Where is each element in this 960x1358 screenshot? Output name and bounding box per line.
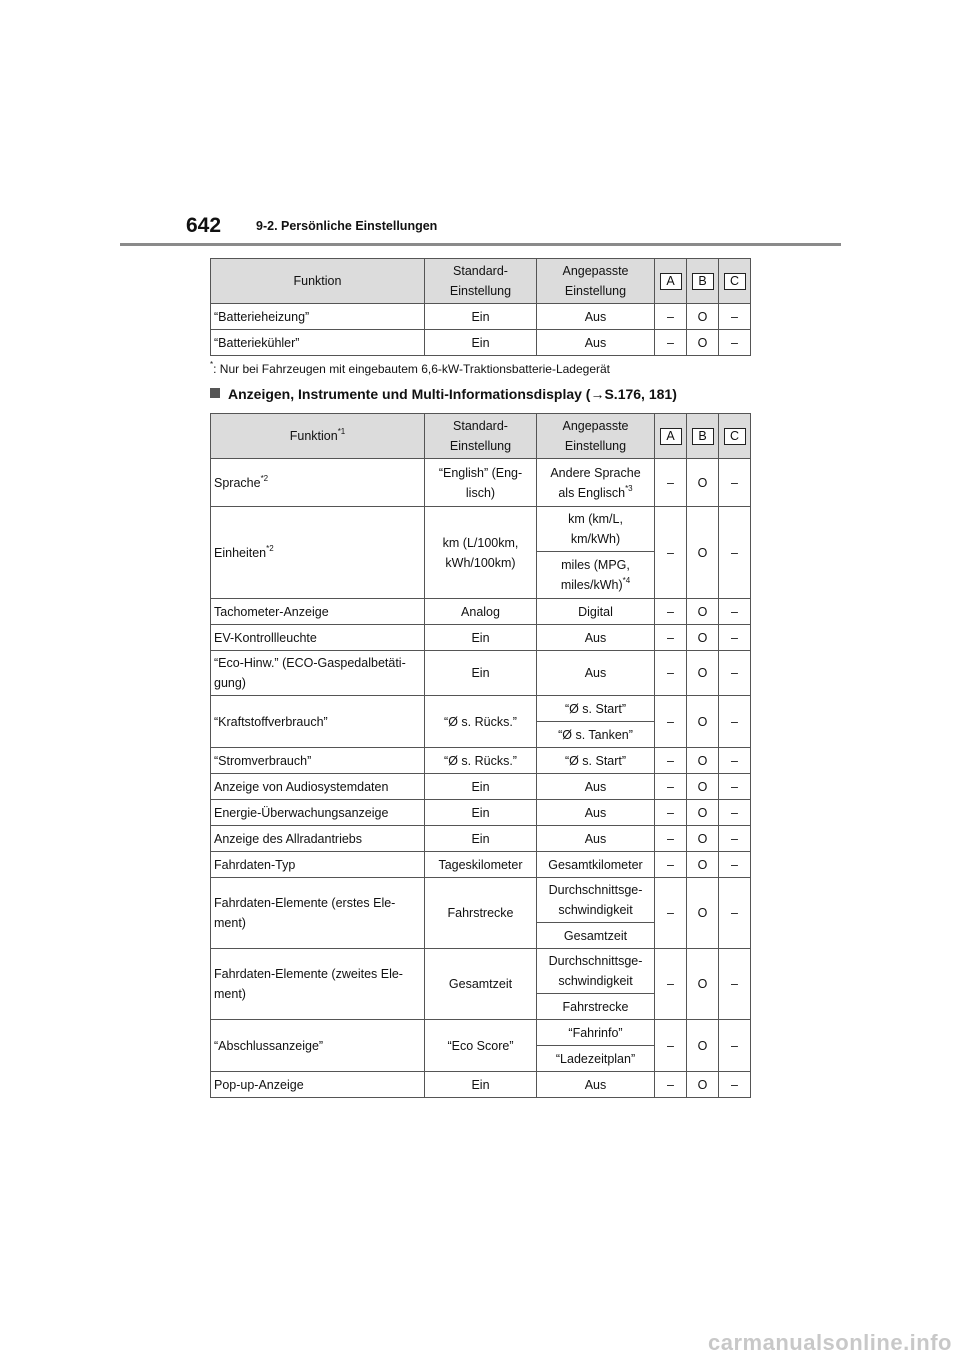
page-reference-link[interactable]: S.176, 181)	[604, 386, 677, 402]
cell-standard: Ein	[425, 826, 537, 852]
table-row	[211, 625, 751, 651]
cell-angepasst: “Ø s. Start”	[537, 696, 655, 722]
cell-standard: Ein	[425, 774, 537, 800]
cell-b: O	[687, 878, 719, 949]
cell-c: –	[719, 949, 751, 1020]
arrow-icon: →	[590, 386, 605, 402]
table-row	[211, 748, 751, 774]
cell-funktion: “Kraftstoffverbrauch”	[211, 696, 425, 748]
page-number: 642	[186, 214, 222, 237]
cell-angepasst: Aus	[537, 330, 655, 356]
table-row	[211, 826, 751, 852]
cell-standard: Ein	[425, 651, 537, 696]
cell-angepasst: km (km/L, km/kWh)	[537, 507, 655, 552]
cell-a: –	[655, 1020, 687, 1072]
cell-a: –	[655, 459, 687, 507]
cell-angepasst: Aus	[537, 1072, 655, 1098]
cell-standard: “Ø s. Rücks.”	[425, 748, 537, 774]
table-header-row	[211, 259, 751, 304]
cell-angepasst: Aus	[537, 800, 655, 826]
cell-a: –	[655, 304, 687, 330]
header-standard: Standard- Einstellung	[425, 259, 537, 304]
table-row	[211, 696, 751, 722]
cell-a: –	[655, 696, 687, 748]
header-c: C	[719, 259, 751, 304]
cell-a: –	[655, 949, 687, 1020]
subsection-heading: Anzeigen, Instrumente und Multi-Informationsdisplay (→S.176, 181)	[210, 386, 677, 402]
cell-funktion: “Batteriekühler”	[211, 330, 425, 356]
cell-b: O	[687, 696, 719, 748]
cell-standard: “English” (Eng- lisch)	[425, 459, 537, 507]
cell-c: –	[719, 1072, 751, 1098]
cell-c: –	[719, 800, 751, 826]
cell-c: –	[719, 878, 751, 949]
cell-funktion: Sprache$^{*2}$	[211, 459, 425, 507]
table-row	[211, 304, 751, 330]
table-row	[211, 800, 751, 826]
cell-a: –	[655, 774, 687, 800]
cell-c: –	[719, 852, 751, 878]
cell-angepasst: “Ø s. Start”	[537, 748, 655, 774]
settings-table-battery	[210, 258, 751, 356]
cell-angepasst: “Fahrinfo”	[537, 1020, 655, 1046]
cell-standard: “Eco Score”	[425, 1020, 537, 1072]
cell-funktion: Fahrdaten-Elemente (erstes Ele- ment)	[211, 878, 425, 949]
cell-angepasst: Fahrstrecke	[537, 994, 655, 1020]
cell-c: –	[719, 599, 751, 625]
table-row	[211, 330, 751, 356]
cell-a: –	[655, 330, 687, 356]
cell-funktion: Einheiten$^{*2}$	[211, 507, 425, 599]
cell-angepasst: Aus	[537, 826, 655, 852]
cell-a: –	[655, 826, 687, 852]
cell-standard: Gesamtzeit	[425, 949, 537, 1020]
cell-funktion: EV-Kontrollleuchte	[211, 625, 425, 651]
cell-a: –	[655, 651, 687, 696]
cell-b: O	[687, 459, 719, 507]
cell-angepasst: Aus	[537, 774, 655, 800]
cell-standard: Ein	[425, 800, 537, 826]
table-row	[211, 1072, 751, 1098]
table-row	[211, 599, 751, 625]
header-rule	[120, 243, 841, 246]
cell-angepasst: Aus	[537, 304, 655, 330]
cell-c: –	[719, 696, 751, 748]
cell-b: O	[687, 1020, 719, 1072]
cell-standard: km (L/100km, kWh/100km)	[425, 507, 537, 599]
table-row	[211, 852, 751, 878]
cell-funktion: “Batterieheizung”	[211, 304, 425, 330]
cell-c: –	[719, 1020, 751, 1072]
cell-angepasst: “Ladezeitplan”	[537, 1046, 655, 1072]
cell-angepasst: Gesamtkilometer	[537, 852, 655, 878]
table-header-row	[211, 414, 751, 459]
header-funktion: Funktion	[211, 259, 425, 304]
cell-c: –	[719, 774, 751, 800]
table-row	[211, 651, 751, 696]
cell-angepasst: Andere Sprache als Englisch$^{*3}$	[537, 459, 655, 507]
cell-a: –	[655, 852, 687, 878]
table-row	[211, 459, 751, 507]
cell-angepasst: Digital	[537, 599, 655, 625]
cell-funktion: “Abschlussanzeige”	[211, 1020, 425, 1072]
cell-b: O	[687, 625, 719, 651]
header-b: B	[687, 414, 719, 459]
cell-c: –	[719, 826, 751, 852]
cell-a: –	[655, 599, 687, 625]
header-angepasst: Angepasste Einstellung	[537, 414, 655, 459]
cell-angepasst: “Ø s. Tanken”	[537, 722, 655, 748]
cell-funktion: Pop-up-Anzeige	[211, 1072, 425, 1098]
cell-b: O	[687, 507, 719, 599]
settings-table-display	[210, 413, 751, 1098]
cell-c: –	[719, 459, 751, 507]
cell-a: –	[655, 507, 687, 599]
footnote: *: Nur bei Fahrzeugen mit eingebautem 6,6-kW-Traktionsbatterie-Ladegerät	[210, 360, 610, 376]
cell-a: –	[655, 748, 687, 774]
cell-c: –	[719, 330, 751, 356]
cell-funktion: Energie-Überwachungsanzeige	[211, 800, 425, 826]
cell-c: –	[719, 748, 751, 774]
cell-a: –	[655, 800, 687, 826]
cell-standard: Tageskilometer	[425, 852, 537, 878]
cell-a: –	[655, 878, 687, 949]
table-row	[211, 774, 751, 800]
cell-b: O	[687, 826, 719, 852]
cell-angepasst: miles (MPG, miles/kWh)$^{*4}$	[537, 552, 655, 599]
cell-b: O	[687, 651, 719, 696]
cell-standard: Ein	[425, 1072, 537, 1098]
header-a: A	[655, 259, 687, 304]
header-c: C	[719, 414, 751, 459]
cell-funktion: Anzeige von Audiosystemdaten	[211, 774, 425, 800]
cell-b: O	[687, 599, 719, 625]
cell-c: –	[719, 507, 751, 599]
cell-b: O	[687, 748, 719, 774]
table-row	[211, 878, 751, 923]
section-title: 9-2. Persönliche Einstellungen	[256, 219, 438, 233]
cell-standard: Ein	[425, 625, 537, 651]
table-row	[211, 949, 751, 994]
cell-b: O	[687, 800, 719, 826]
cell-funktion: Tachometer-Anzeige	[211, 599, 425, 625]
header-standard: Standard- Einstellung	[425, 414, 537, 459]
cell-funktion: “Eco-Hinw.” (ECO-Gaspedalbetäti- gung)	[211, 651, 425, 696]
cell-funktion: Fahrdaten-Typ	[211, 852, 425, 878]
cell-standard: Analog	[425, 599, 537, 625]
cell-b: O	[687, 330, 719, 356]
header-b: B	[687, 259, 719, 304]
header-angepasst: Angepasste Einstellung	[537, 259, 655, 304]
cell-angepasst: Aus	[537, 651, 655, 696]
cell-a: –	[655, 1072, 687, 1098]
cell-c: –	[719, 651, 751, 696]
table-row	[211, 1020, 751, 1046]
cell-standard: “Ø s. Rücks.”	[425, 696, 537, 748]
cell-angepasst: Gesamtzeit	[537, 923, 655, 949]
cell-b: O	[687, 949, 719, 1020]
cell-standard: Fahrstrecke	[425, 878, 537, 949]
cell-c: –	[719, 625, 751, 651]
cell-funktion: Anzeige des Allradantriebs	[211, 826, 425, 852]
cell-b: O	[687, 774, 719, 800]
cell-angepasst: Durchschnittsge- schwindigkeit	[537, 878, 655, 923]
cell-standard: Ein	[425, 330, 537, 356]
cell-standard: Ein	[425, 304, 537, 330]
cell-a: –	[655, 625, 687, 651]
cell-angepasst: Aus	[537, 625, 655, 651]
cell-c: –	[719, 304, 751, 330]
cell-b: O	[687, 1072, 719, 1098]
square-bullet-icon	[210, 388, 220, 398]
cell-b: O	[687, 304, 719, 330]
cell-angepasst: Durchschnittsge- schwindigkeit	[537, 949, 655, 994]
watermark: carmanualsonline.info	[708, 1330, 952, 1355]
header-funktion: Funktion$^{*1}$	[211, 414, 425, 459]
cell-funktion: Fahrdaten-Elemente (zweites Ele- ment)	[211, 949, 425, 1020]
cell-funktion: “Stromverbrauch”	[211, 748, 425, 774]
table-row	[211, 507, 751, 552]
header-a: A	[655, 414, 687, 459]
cell-b: O	[687, 852, 719, 878]
